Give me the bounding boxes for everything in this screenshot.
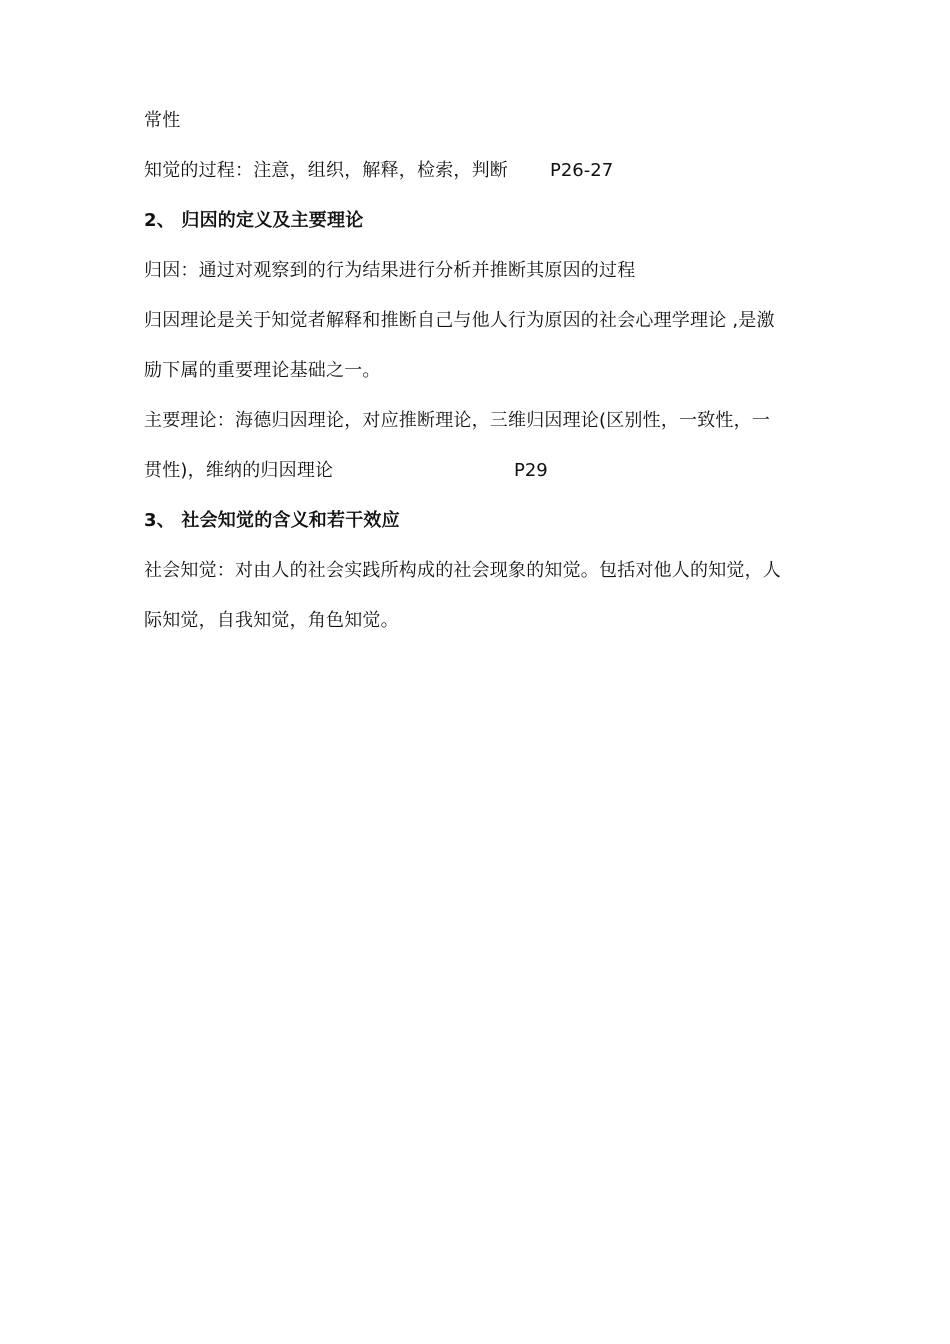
page-reference-process: P26-27 xyxy=(550,160,614,181)
section-heading-social-perception: 3、 社会知觉的含义和若干效应 xyxy=(144,510,400,531)
text-line-attribution-theory-1: 归因理论是关于知觉者解释和推断自己与他人行为原因的社会心理学理论 ,是激 xyxy=(144,310,775,331)
page-reference-attribution: P29 xyxy=(514,460,548,481)
text-line-social-perception-2: 际知觉，自我知觉，角色知觉。 xyxy=(144,610,399,631)
text-line-continuation: 常性 xyxy=(144,110,181,131)
text-line-attribution-definition: 归因：通过对观察到的行为结果进行分析并推断其原因的过程 xyxy=(144,260,636,281)
section-heading-attribution: 2、 归因的定义及主要理论 xyxy=(144,210,364,231)
text-line-perception-process: 知觉的过程：注意，组织，解释，检索，判断 xyxy=(144,160,508,181)
text-line-attribution-theory-2: 励下属的重要理论基础之一。 xyxy=(144,360,381,381)
text-line-main-theories-1: 主要理论：海德归因理论，对应推断理论，三维归因理论(区别性，一致性，一 xyxy=(144,410,771,431)
text-line-main-theories-2: 贯性)，维纳的归因理论 xyxy=(144,460,334,481)
text-line-social-perception-1: 社会知觉：对由人的社会实践所构成的社会现象的知觉。包括对他人的知觉，人 xyxy=(144,560,781,581)
